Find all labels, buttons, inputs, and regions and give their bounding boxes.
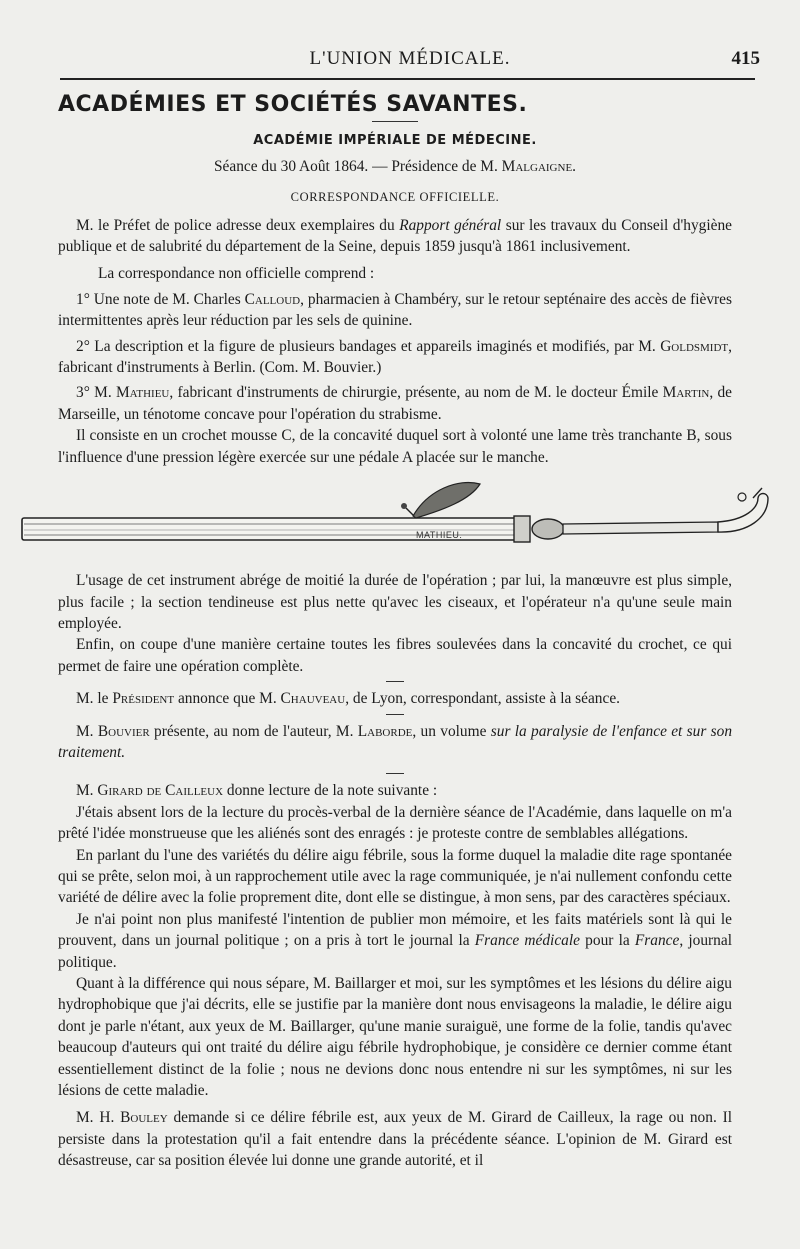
- girard-prefix: M.: [76, 782, 94, 800]
- girard-intro: donne lecture de la note suivante :: [226, 782, 438, 800]
- president-title: Président: [112, 690, 175, 708]
- journal-france: France: [634, 932, 680, 950]
- session-line: [58, 156, 732, 177]
- tenotome-figure: [18, 480, 778, 562]
- president-name-chauveau: Chauveau: [280, 690, 346, 708]
- separator: [386, 773, 404, 774]
- paragraph-girard-intro: [58, 780, 732, 801]
- paragraph-president: [58, 688, 732, 709]
- bouley-text: demande si ce délire fébrile est, aux yeux de M. Girard de Cailleux, la rage ou non. Il persiste dans la protestation qu'il a fait entendre dans la précédente séance. L'opinion de M. Girard est désastreuse, car sa position élevée lui donne une grande autorité, et il: [58, 1109, 732, 1170]
- tenotome-engraving: [18, 480, 778, 562]
- item1-name: Calloud: [244, 290, 301, 308]
- running-header: [60, 44, 760, 74]
- separator: [386, 714, 404, 715]
- president-rest: , de Lyon, correspondant, assiste à la séance.: [345, 690, 621, 708]
- item3-prefix: 3° M.: [76, 384, 112, 402]
- girard-paragraph-2: En parlant du l'une des variétés du délire aigu fébrile, sous la forme duquel la maladie dite rage spontanée qui se prête, selon moi, à un rapprochement utile avec la rage communiquée, je n'ai nullement confondu cette variété de délire avec la folie proprement dite, dont elle se distingue, à mon sens, par des caractères spéciaux.: [58, 846, 732, 907]
- paragraph-bouvier: [58, 721, 732, 764]
- item3-rest: , de Marseille, un ténotome concave pour l'opération du strabisme.: [58, 384, 732, 423]
- bouley-name: Bouley: [120, 1109, 168, 1127]
- item3-name2: Martin: [662, 384, 710, 402]
- page-number: 415: [731, 48, 760, 69]
- girard-paragraph-4: Quant à la différence qui nous sépare, M. Baillarger et moi, sur les symptômes et les lésions du délire aigu hydrophobique que j'ai décrits, elle se justifie par la manière dont nous envisageons la maladie, le délire aigu dont je parle n'étant, aux yeux de M. Baillarger, qu'une manie suraiguë, une forme de la folie, tandis qu'avec beaucoup d'auteurs qui ont traité du délire aigu fébrile hydrophobique, je considère ce dernier comme étant essentiellement distinct de la folie ; nous ne devions donc nous entendre ni sur les symptômes, ni sur les lésions de cette maladie.: [58, 975, 732, 1100]
- engraving-label: MATHIEU.: [416, 530, 463, 541]
- bouvier-prefix: M.: [76, 722, 94, 740]
- paragraph-usage: L'usage de cet instrument abrége de moitié la durée de l'opération ; par lui, la manœuvre est plus simple, plus facile ; la section tendineuse est plus nette qu'avec les ciseaux, et l'opérateur n'a qu'une seule main employée.: [58, 572, 732, 632]
- item-mathieu: [58, 382, 732, 425]
- bouvier-name: Bouvier: [97, 722, 150, 740]
- session-prefix: Séance du 30 Août 1864. — Présidence de M.: [213, 157, 498, 175]
- item3-mid: , fabricant d'instruments de chirurgie, présente, au nom de M. le docteur Émile: [169, 384, 659, 402]
- section-divider: [372, 121, 418, 122]
- girard-paragraph-1: J'étais absent lors de la lecture du procès-verbal de la dernière séance de l'Académie, dans laquelle on m'a prêté l'idée monstrueuse que les aliénés sont des enragés : je proteste contre de semblables allégations.: [58, 803, 732, 843]
- item2-name: Goldsmidt: [660, 337, 729, 355]
- session-president: Malgaigne.: [501, 157, 577, 175]
- prefect-text-rest: sur les travaux du Conseil d'hygiène publique et de salubrité du département de la Seine, depuis 1859 jusqu'à 1861 inclusivement.: [58, 216, 732, 256]
- president-mid: annonce que M.: [177, 690, 277, 708]
- paragraph-fibres: Enfin, on coupe d'une manière certaine toutes les fibres soulevées dans la concavité du crochet, ce qui permet de faire une opération complète.: [58, 636, 732, 675]
- separator: [386, 681, 404, 682]
- president-prefix: M. le: [76, 690, 109, 708]
- report-title: Rapport général: [399, 216, 502, 234]
- girard-name: Girard de Cailleux: [97, 782, 224, 800]
- item3-name: Mathieu: [115, 384, 170, 402]
- body-text: [58, 90, 732, 1172]
- girard-paragraph-3: [58, 909, 732, 973]
- running-title: L'UNION MÉDICALE.: [309, 48, 511, 69]
- bouvier-mid2: , un volume: [412, 722, 487, 740]
- instrument-description: Il consiste en un crochet mousse C, de la concavité duquel sort à volonté une lame très tranchante B, sous l'influence d'une pression légère exercée sur une pédale A placée sur le manche.: [58, 427, 732, 466]
- girard-p3-c: , journal politique.: [58, 932, 732, 971]
- item-calloud: [58, 289, 732, 332]
- academy-name: ACADÉMIE IMPÉRIALE DE MÉDECINE.: [253, 133, 537, 149]
- bouley-prefix: M. H.: [76, 1109, 115, 1127]
- bouvier-mid: présente, au nom de l'auteur, M.: [154, 722, 354, 740]
- item1-rest: , pharmacien à Chambéry, sur le retour septénaire des accès de fièvres intermittentes après leur réduction par les sels de quinine.: [58, 290, 732, 330]
- prefect-text: M. le Préfet de police adresse deux exemplaires du: [76, 216, 395, 234]
- item1-prefix: 1° Une note de M. Charles: [76, 290, 241, 308]
- laborde-name: Laborde: [357, 722, 413, 740]
- correspondence-heading: CORRESPONDANCE OFFICIELLE.: [290, 190, 500, 205]
- item2-text: 2° La description et la figure de plusieurs bandages et appareils imaginés et modifiés, par M.: [76, 337, 656, 355]
- book-title: sur la paralysie de l'enfance et sur son traitement.: [58, 722, 733, 761]
- paragraph-bouley: [58, 1107, 732, 1171]
- girard-p3-b: pour la: [585, 932, 630, 950]
- paragraph-nonofficial: La correspondance non officielle comprend :: [98, 265, 375, 283]
- section-title: ACADÉMIES ET SOCIÉTÉS SAVANTES.: [58, 92, 528, 117]
- paragraph-prefect: [58, 215, 732, 258]
- item2-rest: , fabricant d'instruments à Berlin. (Com. M. Bouvier.): [58, 337, 732, 377]
- item-goldsmidt: [58, 336, 732, 379]
- header-rule: [60, 78, 755, 80]
- journal-france-medicale: France médicale: [474, 932, 580, 950]
- girard-p3-a: Je n'ai point non plus manifesté l'intention de publier mon mémoire, et les faits matériels sont là qui le prouvent, dans un journal politique ; on a pris à tort le journal la: [58, 910, 732, 950]
